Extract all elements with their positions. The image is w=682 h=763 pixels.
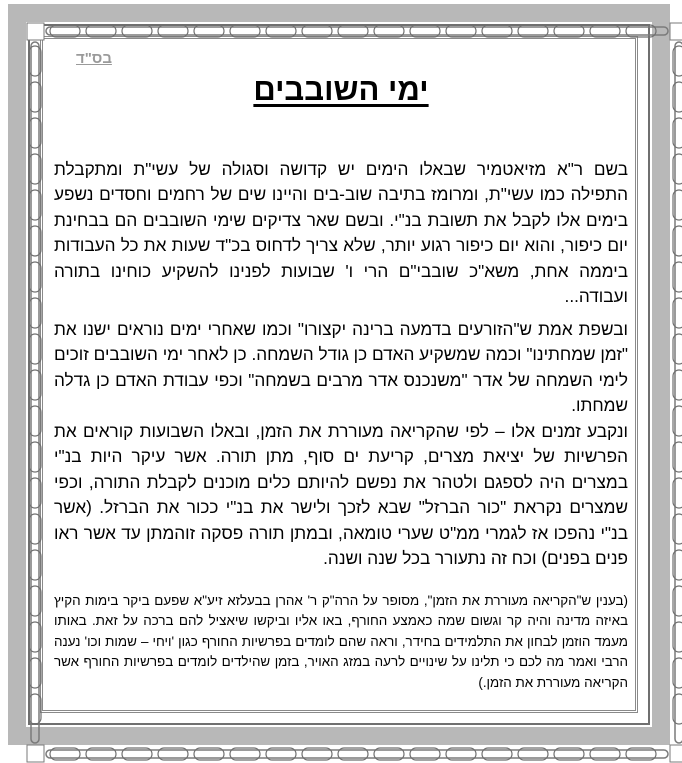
bsd-header: בס"ד <box>76 50 112 67</box>
paragraph-1: בשם ר"א מזיאטמיר שבאלו הימים יש קדושה וסגולה של עשי"ת ומתקבלת התפילה כמו עשי"ת, ומרומז בתיבה שוב-בים והיינו שים של רחמים וחסדים נשפע בימים אלו לקבל את תשובת בנ"י. ובשם שאר צדיקים שימי השובבים הם בבחינת יום כיפור, והוא יום כיפור רגוע יותר, שלא צריך לדחוס בכ"ד שעות את כל העבודות ביממה אחת, משא"כ שובבי"ם הרי ו' שבועות לפנינו להשקיע כוחינו בתורה ועבודה... <box>54 159 628 307</box>
paragraph-2: ובשפת אמת ש"הזורעים בדמעה ברינה יקצורו" וכמו שאחרי ימים נוראים ישנו את "זמן שמחתינו" וכמה שמשקיע האדם כן גודל השמחה. כן לאחר ימי השובבים זוכים לימי השמחה של אדר "משנכנס אדר מרבים בשמחה" וכפי עבודת האדם כן גדלה שמחתו. <box>54 319 628 416</box>
paragraph-3: ונקבע זמנים אלו – לפי שהקריאה מעוררת את הזמן, ובאלו השבועות קוראים את הפרשיות של יציאת מצרים, קריעת ים סוף, מתן תורה. אשר עיקר היות בנ"י במצרים היה לספגם ולטהר את נפשם להיותם כלים מוכנים לקבלת התורה, וכפי שמצרים נקראת "כור הברזל" שבא לזכך ולישר את בנ"י ככור את הברזל. (אשר בנ"י נהפכו אז לגמרי ממ"ט שערי טומאה, ובמתן תורה פסקה זוהמתן עד אשר ראו פנים בפנים) וכח זה נתעורר בכל שנה ושנה. <box>54 421 628 569</box>
document-content <box>54 44 628 724</box>
page-title: ימי השובבים <box>253 72 429 107</box>
footnote-story: (בענין ש"הקריאה מעוררת את הזמן", מסופר על הרה"ק ר' אהרן בבעלזא זיע"א שפעם ביקר בימות הקיץ באיזה מדינה והיה קר וגשום שמה כאמצע החורף, באו אליו וביקשו שיאציל להם ברכה על זאת. באותו מעמד הוזמן לבחון את התלמידים בחידר, וראה שהם לומדים בפרשיות החורף כגון 'ויחי – שמות וכו' נענה הרבי ואמר מה לכם כי תלינו על שינויים לרעה במזג האויר, בזמן שהילדים לומדים בפרשיות החורף אשר הקריאה מעוררת את הזמן.) <box>54 593 628 690</box>
